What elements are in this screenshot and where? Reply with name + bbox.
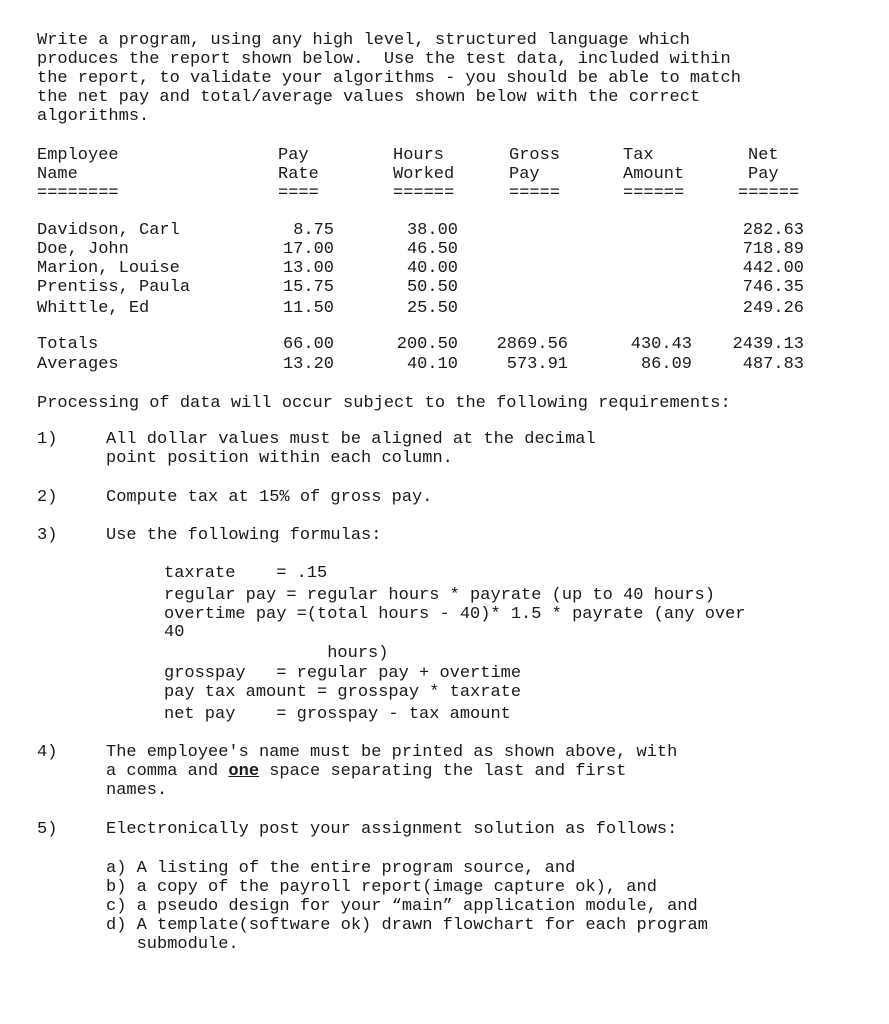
intro-line: Write a program, using any high level, structured language which xyxy=(37,31,690,50)
header-net-pay: Net Pay xyxy=(748,146,779,184)
averages-hours: 40.10 xyxy=(406,355,458,374)
header-pay-rate: Pay Rate xyxy=(278,146,319,184)
requirement-number: 2) xyxy=(37,488,58,507)
requirement-number: 5) xyxy=(37,820,58,839)
intro-line: algorithms. xyxy=(37,107,150,126)
list-item: c) a pseudo design for your “main” application module, and xyxy=(106,897,698,916)
requirement-number: 4) xyxy=(37,743,58,762)
requirement-number: 3) xyxy=(37,526,58,545)
net-pay: 746.35 xyxy=(742,278,804,297)
formula-line: overtime pay =(total hours - 40)* 1.5 * payrate (any over xyxy=(164,605,746,624)
totals-label: Totals xyxy=(37,335,99,354)
pay-rate: 17.00 xyxy=(282,240,334,259)
employee-name: Davidson, Carl xyxy=(37,221,180,240)
averages-rate: 13.20 xyxy=(282,355,334,374)
averages-gross: 573.91 xyxy=(506,355,568,374)
underline-name: ======== xyxy=(37,184,119,203)
formula-line: taxrate = .15 xyxy=(164,564,328,583)
requirement-text: The employee's name must be printed as shown above, with a comma and one space separating the last and first names. xyxy=(106,743,678,800)
underline-tax: ====== xyxy=(623,184,685,203)
net-pay: 249.26 xyxy=(742,299,804,318)
formula-line: regular pay = regular hours * payrate (up to 40 hours) xyxy=(164,586,715,605)
list-item: submodule. xyxy=(106,935,239,954)
hours-worked: 40.00 xyxy=(406,259,458,278)
pay-rate: 13.00 xyxy=(282,259,334,278)
pay-rate: 8.75 xyxy=(293,221,334,240)
list-item: a) A listing of the entire program source, and xyxy=(106,859,576,878)
totals-tax: 430.43 xyxy=(630,335,692,354)
pay-rate: 11.50 xyxy=(282,299,334,318)
header-employee-name: Employee Name xyxy=(37,146,119,184)
emphasis-word: one xyxy=(228,762,260,781)
list-item: b) a copy of the payroll report(image capture ok), and xyxy=(106,878,657,897)
formula-line: net pay = grosspay - tax amount xyxy=(164,705,511,724)
totals-hours: 200.50 xyxy=(396,335,458,354)
requirement-text: Compute tax at 15% of gross pay. xyxy=(106,488,433,507)
employee-name: Doe, John xyxy=(37,240,129,259)
employee-name: Whittle, Ed xyxy=(37,299,150,318)
formula-line: grosspay = regular pay + overtime xyxy=(164,664,522,683)
averages-label: Averages xyxy=(37,355,119,374)
underline-hours: ====== xyxy=(393,184,455,203)
requirements-heading: Processing of data will occur subject to the following requirements: xyxy=(37,394,731,413)
hours-worked: 50.50 xyxy=(406,278,458,297)
underline-gross: ===== xyxy=(509,184,561,203)
underline-rate: ==== xyxy=(278,184,319,203)
pay-rate: 15.75 xyxy=(282,278,334,297)
net-pay: 282.63 xyxy=(742,221,804,240)
hours-worked: 46.50 xyxy=(406,240,458,259)
totals-net: 2439.13 xyxy=(732,335,804,354)
header-tax-amount: Tax Amount xyxy=(623,146,685,184)
underline-net: ====== xyxy=(738,184,800,203)
requirement-text: Use the following formulas: xyxy=(106,526,382,545)
intro-line: the net pay and total/average values shown below with the correct xyxy=(37,88,701,107)
hours-worked: 25.50 xyxy=(406,299,458,318)
requirement-text: Electronically post your assignment solution as follows: xyxy=(106,820,678,839)
intro-paragraph xyxy=(37,12,741,145)
averages-tax: 86.09 xyxy=(640,355,692,374)
net-pay: 718.89 xyxy=(742,240,804,259)
totals-gross: 2869.56 xyxy=(496,335,568,354)
averages-net: 487.83 xyxy=(742,355,804,374)
formula-line: hours) xyxy=(164,644,389,663)
requirement-line-emphasis: a comma and one space separating the last and first xyxy=(106,762,627,781)
list-item: d) A template(software ok) drawn flowchart for each program xyxy=(106,916,708,935)
net-pay: 442.00 xyxy=(742,259,804,278)
formula-line: pay tax amount = grosspay * taxrate xyxy=(164,683,522,702)
employee-name: Prentiss, Paula xyxy=(37,278,191,297)
formula-line: 40 xyxy=(164,623,185,642)
intro-line: produces the report shown below. Use the test data, included within xyxy=(37,50,731,69)
requirement-number: 1) xyxy=(37,430,58,449)
requirement-text: All dollar values must be aligned at the decimal point position within each column. xyxy=(106,430,596,468)
totals-rate: 66.00 xyxy=(282,335,334,354)
submission-list xyxy=(106,859,708,954)
intro-line: the report, to validate your algorithms - you should be able to match xyxy=(37,69,741,88)
header-gross-pay: Gross Pay xyxy=(509,146,561,184)
header-hours-worked: Hours Worked xyxy=(393,146,455,184)
employee-name: Marion, Louise xyxy=(37,259,180,278)
hours-worked: 38.00 xyxy=(406,221,458,240)
